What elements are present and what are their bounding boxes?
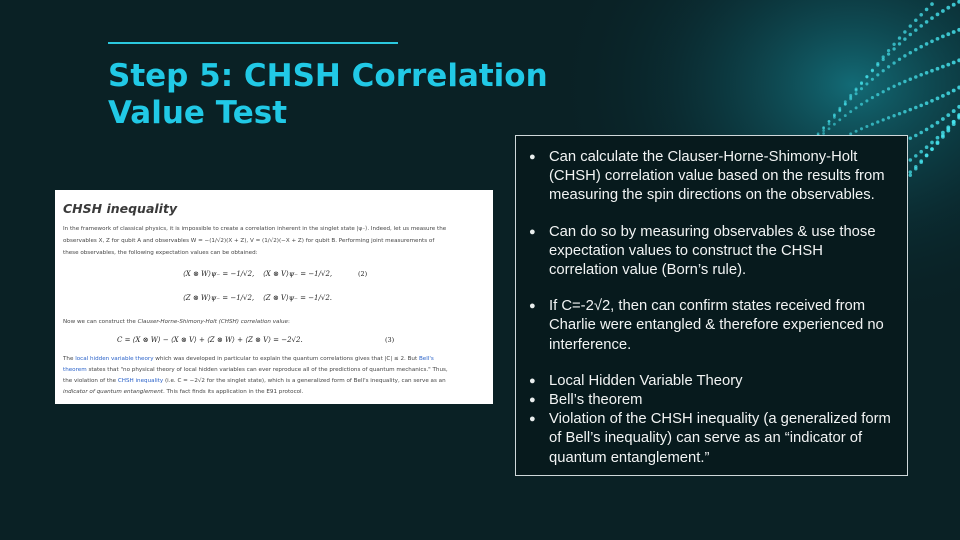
- excerpt-para1-line1: In the framework of classical physics, it is impossible to create a correlation inherent in the singlet state |ψ₋⟩. Indeed, let us measure the: [63, 226, 447, 232]
- slide-title-line-2: Value Test: [108, 95, 288, 131]
- excerpt-para2-italic: Clauser-Horne-Shimony-Holt (CHSH) correlation value: [137, 319, 288, 325]
- chsh-inequality-excerpt-image: [55, 190, 493, 404]
- bullet-item: ● Local Hidden Variable Theory: [528, 372, 895, 391]
- bullet-item: ● If C=-2√2, then can confirm states received from Charlie were entangled & therefore experienced no interference.: [528, 297, 895, 355]
- bells-theorem-link-cont[interactable]: theorem: [63, 367, 87, 373]
- excerpt-text: The: [63, 356, 76, 362]
- excerpt-text: states that "no physical theory of local hidden variables can ever reproduce all of the predictions of quantum mechanics." Thus,: [86, 367, 448, 373]
- excerpt-para3-line3: [63, 376, 487, 388]
- notes-list: [528, 148, 895, 468]
- excerpt-italic: indicator of quantum entanglement: [63, 389, 163, 395]
- excerpt-text: . This fact finds its application in the E91 protocol.: [162, 389, 304, 395]
- excerpt-para2-suffix: :: [287, 319, 290, 325]
- excerpt-equation-zv: ⟨Z ⊗ V⟩ψ₋ = −1/√2.: [263, 294, 333, 302]
- excerpt-equation-xw: ⟨X ⊗ W⟩ψ₋ = −1/√2,: [183, 270, 255, 278]
- bells-theorem-link[interactable]: Bell's: [418, 356, 434, 362]
- excerpt-text: the violation of the: [63, 378, 118, 384]
- notes-box: [515, 135, 908, 476]
- bullet-spacer: [528, 206, 895, 223]
- slide-title-line-1: Step 5: CHSH Correlation: [108, 58, 548, 94]
- excerpt-para2-prefix: Now we can construct the: [63, 319, 138, 325]
- excerpt-equation-chsh: C = ⟨X ⊗ W⟩ − ⟨X ⊗ V⟩ + ⟨Z ⊗ W⟩ + ⟨Z ⊗ V⟩ = −2√2.: [117, 336, 303, 344]
- bullet-item: ● Can do so by measuring observables & use those expectation values to construct the CHSH correlation value (Born’s rule).: [528, 223, 895, 281]
- excerpt-para2: [63, 317, 487, 329]
- excerpt-text: which was developed in particular to explain the quantum correlations gives that |C| ≤ 2. But: [153, 356, 419, 362]
- local-hidden-variable-link[interactable]: local hidden variable theory: [75, 356, 154, 362]
- title-rule: [108, 42, 398, 44]
- excerpt-para3-line4: [63, 387, 487, 399]
- bullet-spacer: [528, 280, 895, 297]
- excerpt-equation-zw: ⟨Z ⊗ W⟩ψ₋ = −1/√2,: [183, 294, 255, 302]
- chsh-inequality-link[interactable]: CHSH inequality: [117, 378, 164, 384]
- excerpt-para1-line3: these observables, the following expectation values can be obtained:: [63, 250, 258, 256]
- excerpt-para1-line2: observables X, Z for qubit A and observables W = −(1/√2)(X + Z), V = (1/√2)(−X + Z) for qubit B. Performing joint measurements of: [63, 238, 435, 244]
- excerpt-para3-line2: [63, 365, 487, 377]
- excerpt-heading: CHSH inequality: [63, 201, 178, 216]
- bullet-spacer: [528, 355, 895, 372]
- excerpt-equation-xv: ⟨X ⊗ V⟩ψ₋ = −1/√2,: [263, 270, 333, 278]
- excerpt-equation-number-3: (3): [385, 336, 395, 344]
- bullet-item: ● Bell’s theorem: [528, 391, 895, 410]
- slide-title: [108, 58, 578, 132]
- excerpt-text: (i.e. C = −2√2 for the singlet state), which is a generalized form of Bell's inequality, can serve as an: [163, 378, 446, 384]
- excerpt-para3-line1: [63, 354, 487, 366]
- bullet-item: ● Can calculate the Clauser-Horne-Shimony-Holt (CHSH) correlation value based on the results from measuring the spin directions on the observables.: [528, 148, 895, 206]
- bullet-item: ● Violation of the CHSH inequality (a generalized form of Bell’s inequality) can serve as an “indicator of quantum entanglement.”: [528, 410, 895, 468]
- excerpt-equation-number-2: (2): [358, 270, 368, 278]
